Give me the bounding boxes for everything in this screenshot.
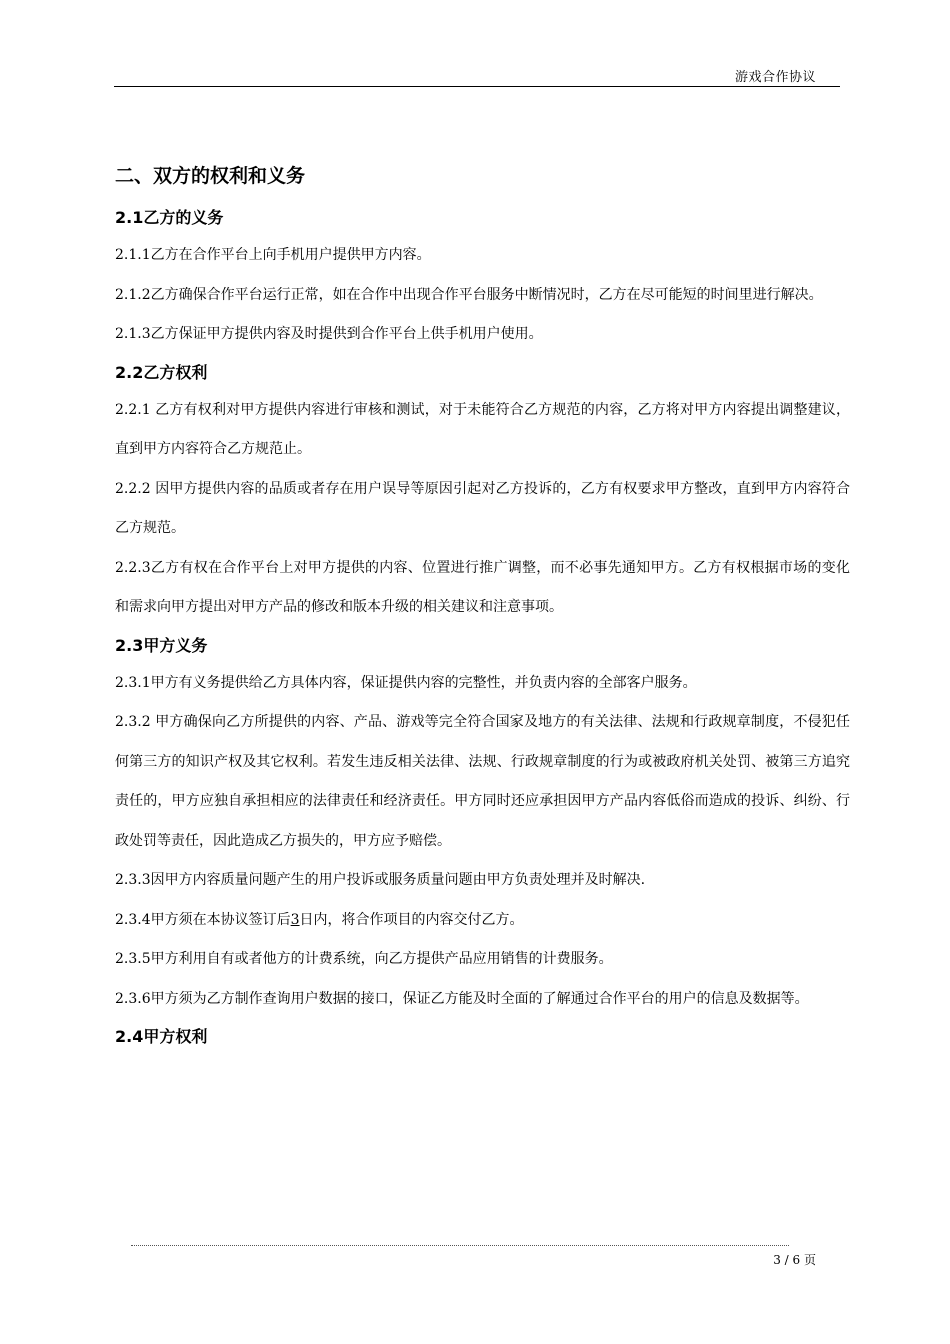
- clause-2-3-1: 2.3.1甲方有义务提供给乙方具体内容，保证提供内容的完整性，并负责内容的全部客户服务。: [115, 674, 697, 691]
- subsection-title-2-3: 2.3甲方义务: [115, 635, 208, 655]
- section-title: 二、双方的权利和义务: [115, 165, 306, 187]
- clause-2-1-2: 2.1.2乙方确保合作平台运行正常，如在合作中出现合作平台服务中断情况时，乙方在尽可能短的时间里进行解决。: [115, 286, 823, 303]
- delivery-days-value: 3: [290, 911, 300, 928]
- clause-2-3-5: 2.3.5甲方利用自有或者他方的计费系统，向乙方提供产品应用销售的计费服务。: [115, 951, 613, 967]
- page-number: 3 / 6 页: [773, 1253, 816, 1267]
- clause-2-3-2: 2.3.2 甲方确保向乙方所提供的内容、产品、游戏等完全符合国家及地方的有关法律、法规和行政规章制度，不侵犯任何第三方的知识产权及其它权利。若发生违反相关法律、法规、行政规章制度的行为或被政府机关处罚、被第三方追究责任的，甲方应独自承担相应的法律责任和经济责任。甲方同时还应承担因甲方产品内容低俗而造成的投诉、纠纷、行政处罚等责任，因此造成乙方损失的，甲方应予赔偿。: [115, 714, 850, 849]
- header-divider: [114, 86, 840, 87]
- clause-2-1-1: 2.1.1乙方在合作平台上向手机用户提供甲方内容。: [115, 247, 431, 263]
- subsection-title-2-4: 2.4甲方权利: [115, 1027, 208, 1046]
- clause-2-2-2: 2.2.2 因甲方提供内容的品质或者存在用户误导等原因引起对乙方投诉的，乙方有权要求甲方整改，直到甲方内容符合乙方规范。: [115, 480, 850, 536]
- subsection-title-2-2: 2.2乙方权利: [115, 362, 208, 382]
- clause-2-3-3: 2.3.3因甲方内容质量问题产生的用户投诉或服务质量问题由甲方负责处理并及时解决.: [115, 872, 646, 888]
- footer-divider: [131, 1245, 789, 1246]
- clause-2-3-4-tail: 日内，将合作项目的内容交付乙方。: [299, 911, 524, 928]
- clause-2-3-4: [115, 901, 850, 941]
- subsection-title-2-1: 2.1乙方的义务: [115, 208, 224, 227]
- header-title: 游戏合作协议: [734, 70, 816, 85]
- clause-2-2-1: 2.2.1 乙方有权利对甲方提供内容进行审核和测试，对于未能符合乙方规范的内容，乙方将对甲方内容提出调整建议，直到甲方内容符合乙方规范止。: [115, 401, 850, 457]
- clause-2-2-3: 2.2.3乙方有权在合作平台上对甲方提供的内容、位置进行推广调整，而不必事先通知甲方。乙方有权根据市场的变化和需求向甲方提出对甲方产品的修改和版本升级的相关建议和注意事项。: [115, 559, 850, 615]
- clause-2-3-4-lead: 2.3.4甲方须在本协议签订后: [115, 911, 291, 928]
- document-body: [115, 158, 850, 1055]
- clause-2-3-6: 2.3.6甲方须为乙方制作查询用户数据的接口，保证乙方能及时全面的了解通过合作平台的用户的信息及数据等。: [115, 990, 809, 1007]
- clause-2-1-3: 2.1.3乙方保证甲方提供内容及时提供到合作平台上供手机用户使用。: [115, 326, 543, 342]
